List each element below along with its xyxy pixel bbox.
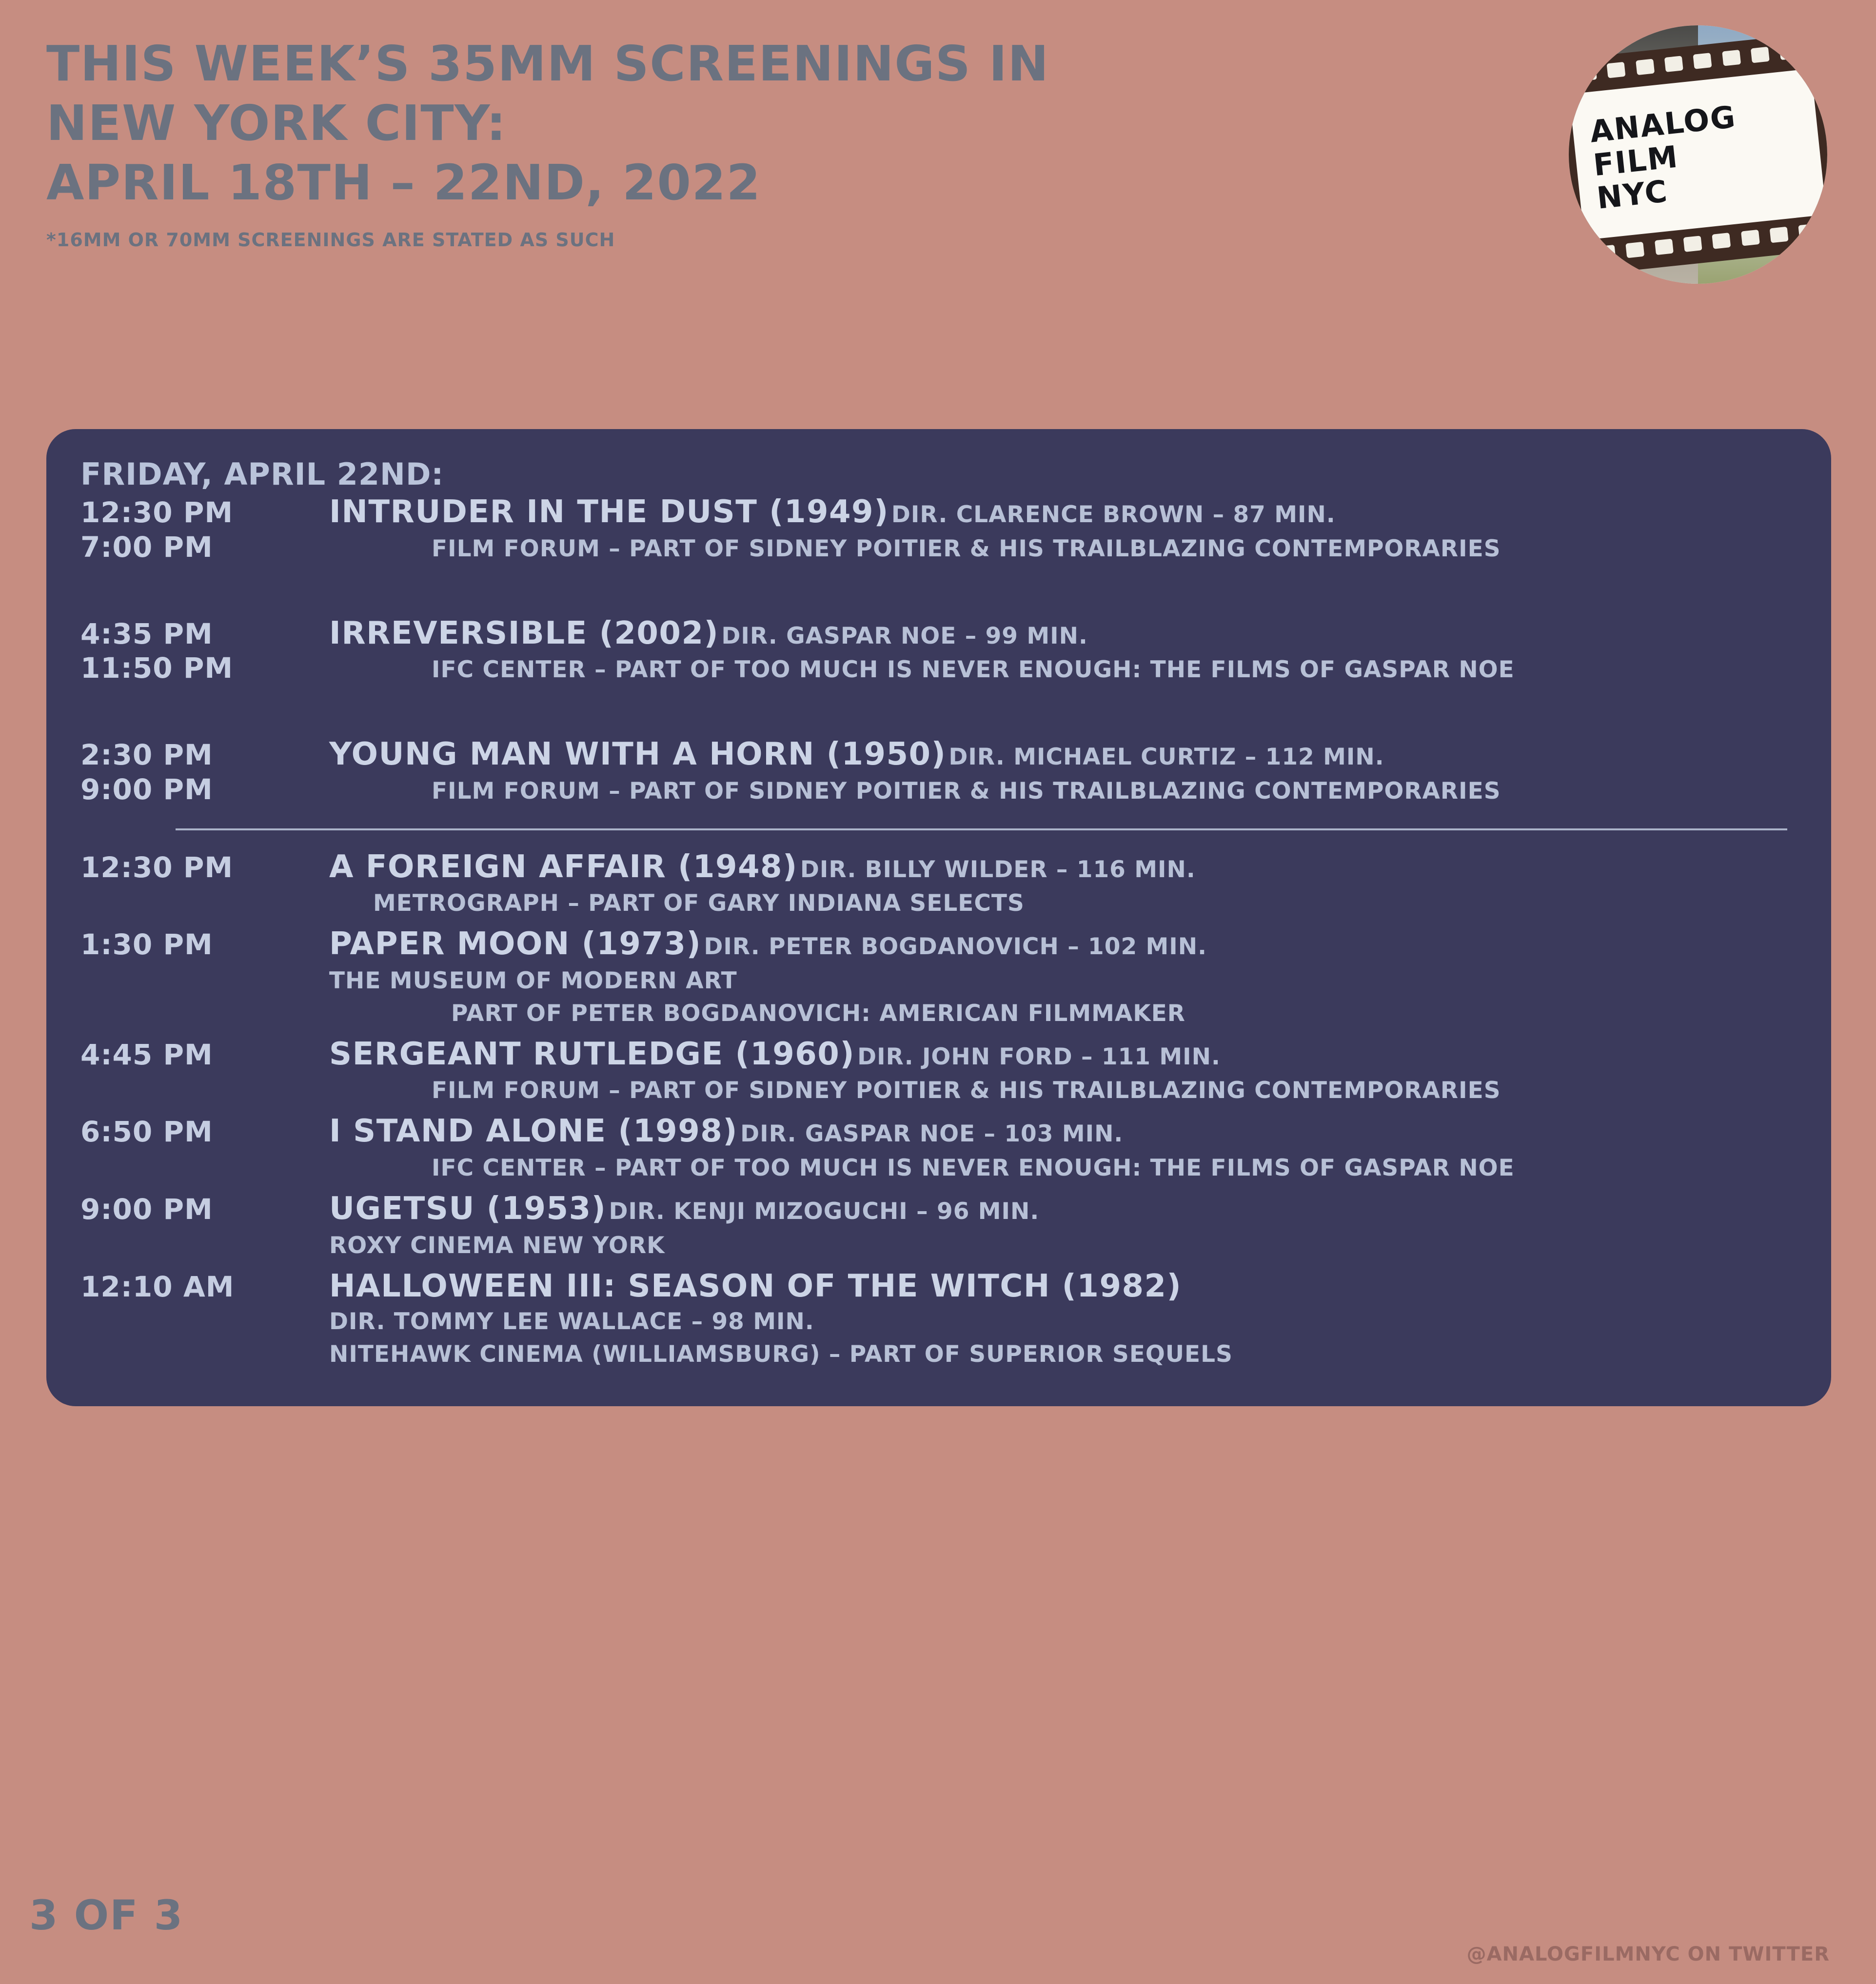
showtime: 12:10 AM <box>80 1270 235 1303</box>
listing-item <box>76 736 1802 807</box>
venue-line: METROGRAPH – PART OF GARY INDIANA SELECTS <box>373 890 1025 917</box>
venue-series-line: PART OF PETER BOGDANOVICH: AMERICAN FILMMAKER <box>451 1000 1185 1027</box>
showtime: 12:30 PM <box>80 496 234 529</box>
venue-line: IFC CENTER – PART OF TOO MUCH IS NEVER ENOUGH: THE FILMS OF GASPAR NOE <box>432 656 1515 684</box>
listing-item <box>76 1191 1802 1260</box>
film-meta: DIR. KENJI MIZOGUCHI – 96 MIN. <box>609 1198 1040 1225</box>
film-title: UGETSU (1953) <box>329 1191 607 1227</box>
venue-line: IFC CENTER – PART OF TOO MUCH IS NEVER ENOUGH: THE FILMS OF GASPAR NOE <box>432 1154 1515 1181</box>
film-title: SERGEANT RUTLEDGE (1960) <box>329 1036 855 1072</box>
title-line-3: APRIL 18TH – 22ND, 2022 <box>46 154 761 211</box>
showtimes <box>76 495 329 565</box>
listing-item <box>76 494 1802 565</box>
film-meta: DIR. JOHN FORD – 111 MIN. <box>857 1043 1221 1070</box>
listing-item <box>76 1268 1802 1370</box>
showtime: 6:50 PM <box>80 1115 213 1149</box>
section-divider <box>176 828 1787 830</box>
showtime: 9:00 PM <box>80 1193 213 1226</box>
film-title: INTRUDER IN THE DUST (1949) <box>329 494 889 530</box>
listing-item <box>76 926 1802 1028</box>
showtimes <box>76 617 329 686</box>
showtimes <box>76 850 329 885</box>
venue-line: FILM FORUM – PART OF SIDNEY POITIER & HIS TRAILBLAZING CONTEMPORARIES <box>432 1077 1501 1104</box>
listing-item <box>76 615 1802 686</box>
film-title: PAPER MOON (1973) <box>329 926 702 963</box>
showtime: 2:30 PM <box>80 738 213 771</box>
showtime: 7:00 PM <box>80 530 213 564</box>
showtime: 4:45 PM <box>80 1038 213 1071</box>
venue-line: ROXY CINEMA NEW YORK <box>329 1232 665 1259</box>
social-handle: @ANALOGFILMNYC ON TWITTER <box>1466 1943 1830 1965</box>
film-meta: DIR. TOMMY LEE WALLACE – 98 MIN. <box>329 1308 814 1336</box>
film-meta: DIR. PETER BOGDANOVICH – 102 MIN. <box>704 933 1207 961</box>
page-title <box>46 34 1392 213</box>
film-meta: DIR. MICHAEL CURTIZ – 112 MIN. <box>948 744 1384 770</box>
film-title: A FOREIGN AFFAIR (1948) <box>329 848 798 885</box>
film-title: HALLOWEEN III: SEASON OF THE WITCH (1982) <box>329 1268 1182 1304</box>
venue-line: THE MUSEUM OF MODERN ART <box>329 967 737 994</box>
showtimes <box>76 1270 329 1304</box>
showtimes <box>76 738 329 807</box>
showtime: 12:30 PM <box>80 850 234 884</box>
listing-item <box>76 1036 1802 1106</box>
logo-line-1: ANALOG <box>1588 99 1738 150</box>
film-meta: DIR. GASPAR NOE – 99 MIN. <box>721 622 1088 649</box>
title-line-1: THIS WEEK’S 35MM SCREENINGS IN <box>46 35 1049 92</box>
logo-line-2: FILM <box>1591 138 1680 183</box>
page-indicator: 3 OF 3 <box>29 1891 184 1939</box>
showtime: 1:30 PM <box>80 928 213 962</box>
listing-item <box>76 849 1802 919</box>
afternoon-listings <box>76 849 1802 1370</box>
showtime: 9:00 PM <box>80 772 213 806</box>
film-title: YOUNG MAN WITH A HORN (1950) <box>329 736 947 772</box>
showtime: 11:50 PM <box>80 651 234 685</box>
day-heading: FRIDAY, APRIL 22ND: <box>80 456 444 492</box>
showtimes <box>76 1115 329 1149</box>
film-meta: DIR. GASPAR NOE – 103 MIN. <box>740 1120 1124 1148</box>
logo-frame <box>1569 69 1826 240</box>
title-line-2: NEW YORK CITY: <box>46 95 507 152</box>
format-note: *16MM OR 70MM SCREENINGS ARE STATED AS SUCH <box>46 229 615 251</box>
venue-line: NITEHAWK CINEMA (WILLIAMSBURG) – PART OF SUPERIOR SEQUELS <box>329 1341 1233 1368</box>
showtimes <box>76 927 329 962</box>
logo-line-3: NYC <box>1595 173 1670 216</box>
venue-line: FILM FORUM – PART OF SIDNEY POITIER & HIS TRAILBLAZING CONTEMPORARIES <box>432 535 1501 562</box>
film-strip-icon <box>1569 32 1827 278</box>
film-meta: DIR. CLARENCE BROWN – 87 MIN. <box>891 501 1336 528</box>
listing-item <box>76 1113 1802 1183</box>
analog-film-nyc-logo <box>1569 25 1827 284</box>
showtimes <box>76 1192 329 1227</box>
film-title: IRREVERSIBLE (2002) <box>329 615 719 651</box>
venue-line: FILM FORUM – PART OF SIDNEY POITIER & HIS TRAILBLAZING CONTEMPORARIES <box>432 777 1501 805</box>
showtime: 4:35 PM <box>80 617 213 650</box>
schedule-card <box>46 429 1831 1406</box>
showtimes <box>76 1038 329 1072</box>
logo-text <box>1572 100 1744 216</box>
film-title: I STAND ALONE (1998) <box>329 1113 738 1150</box>
film-meta: DIR. BILLY WILDER – 116 MIN. <box>800 856 1196 883</box>
